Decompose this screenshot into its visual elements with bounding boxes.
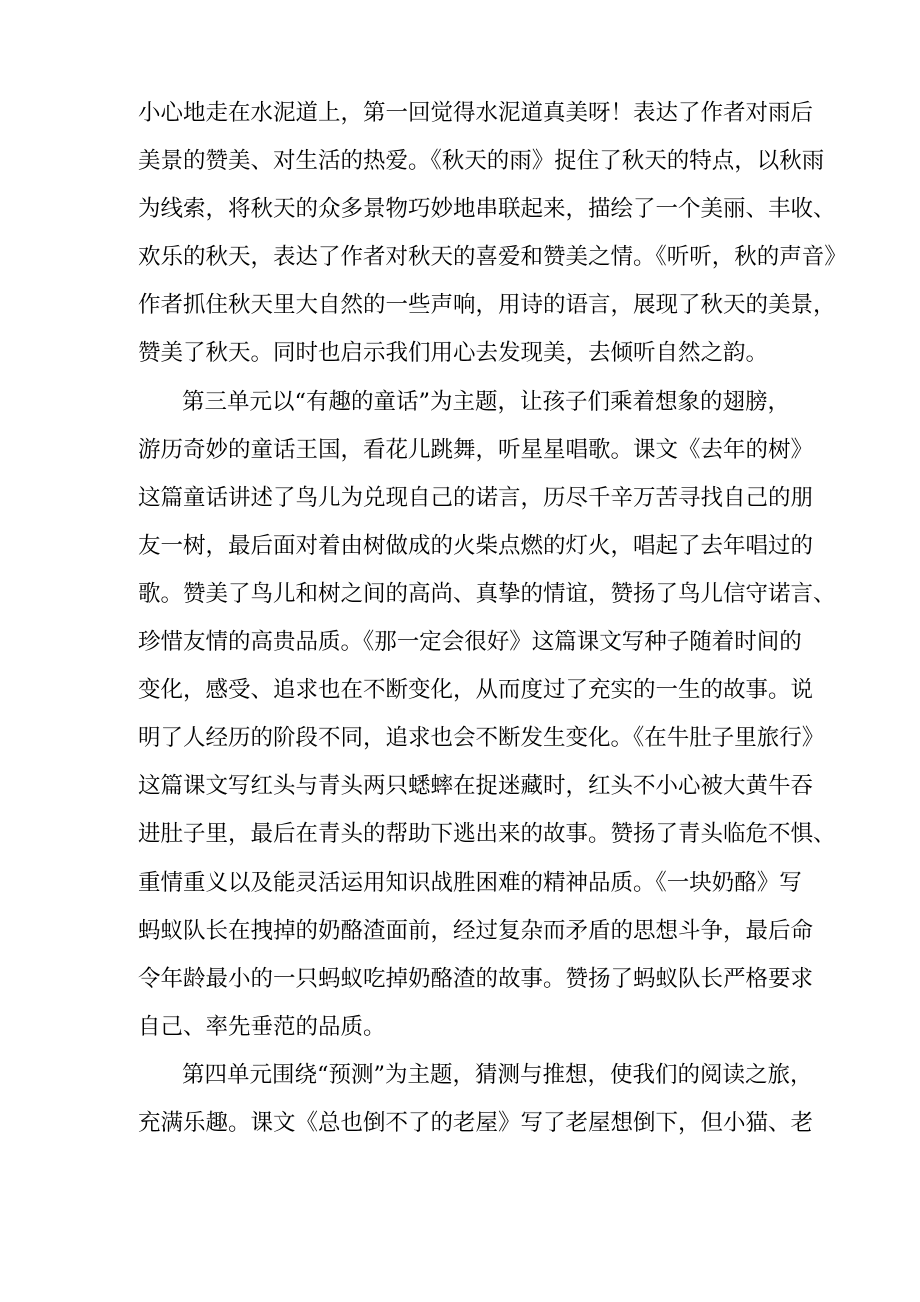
text-line: 进肚子里，最后在青头的帮助下逃出来的故事。赞扬了青头临危不惧、 [138, 821, 836, 848]
text-line: 第三单元以“有趣的童话”为主题，让孩子们乘着想象的翅膀， [182, 388, 791, 415]
text-line: 明了人经历的阶段不同，追求也会不断发生变化。《在牛肚子里旅行》 [138, 725, 825, 752]
text-line: 自己、率先垂范的品质。 [138, 1013, 386, 1040]
text-line: 作者抓住秋天里大自然的一些声响，用诗的语言，展现了秋天的美景， [138, 292, 836, 319]
text-line: 游历奇妙的童话王国，看花儿跳舞，听星星唱歌。课文《去年的树》 [138, 436, 814, 463]
text-line: 赞美了秋天。同时也启示我们用心去发现美，去倾听自然之韵。 [138, 340, 769, 367]
text-line: 令年龄最小的一只蚂蚁吃掉奶酪渣的故事。赞扬了蚂蚁队长严格要求 [138, 965, 814, 992]
text-line: 歌。赞美了鸟儿和树之间的高尚、真挚的情谊，赞扬了鸟儿信守诺言、 [138, 580, 836, 607]
text-line: 友一树，最后面对着由树做成的火柴点燃的灯火，唱起了去年唱过的 [138, 532, 814, 559]
text-line: 蚂蚁队长在拽掉的奶酪渣面前，经过复杂而矛盾的思想斗争，最后命 [138, 917, 814, 944]
text-line: 为线索，将秋天的众多景物巧妙地串联起来，描绘了一个美丽、丰收、 [138, 196, 836, 223]
text-line: 美景的赞美、对生活的热爱。《秋天的雨》捉住了秋天的特点，以秋雨 [138, 148, 825, 175]
paragraph-3 [138, 1054, 814, 1150]
paragraph-1 [138, 92, 847, 381]
text-line: 重情重义以及能灵活运用知识战胜困难的精神品质。《一块奶酪》写 [138, 869, 802, 896]
text-line: 变化，感受、追求也在不断变化，从而度过了充实的一生的故事。说 [138, 677, 814, 704]
text-line: 第四单元围绕“预测”为主题，猜测与推想，使我们的阅读之旅， [182, 1061, 813, 1088]
text-line: 小心地走在水泥道上，第一回觉得水泥道真美呀！表达了作者对雨后 [138, 100, 814, 126]
text-line: 充满乐趣。课文《总也倒不了的老屋》写了老屋想倒下，但小猫、老 [138, 1109, 814, 1136]
text-line: 这篇童话讲述了鸟儿为兑现自己的诺言，历尽千辛万苦寻找自己的朋 [138, 484, 814, 511]
text-line: 珍惜友情的高贵品质。《那一定会很好》这篇课文写种子随着时间的 [138, 629, 802, 656]
text-line: 这篇课文写红头与青头两只蟋蟀在捉迷藏时，红头不小心被大黄牛吞 [138, 773, 814, 800]
document-page [138, 92, 847, 1150]
text-line: 欢乐的秋天，表达了作者对秋天的喜爱和赞美之情。《听听，秋的声音》 [138, 244, 847, 271]
paragraph-2 [138, 381, 836, 1054]
